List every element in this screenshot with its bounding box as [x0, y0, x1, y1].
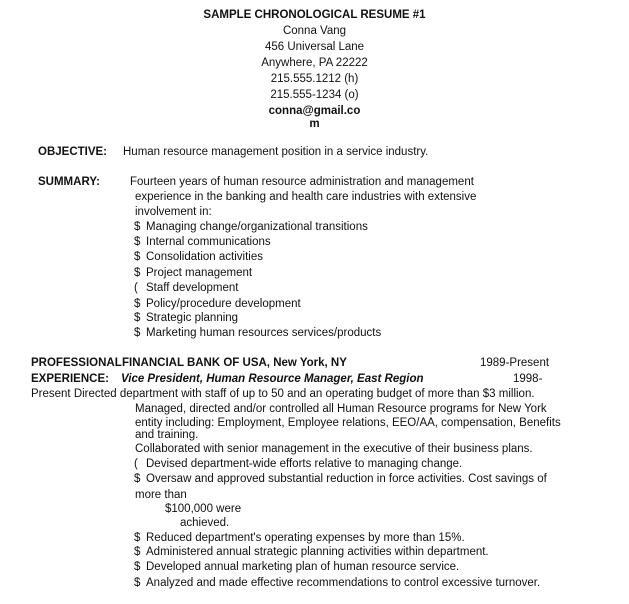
bullet-icon: $ — [134, 298, 141, 310]
oversaw-continuation-3: achieved. — [180, 517, 230, 529]
bullet-icon: $ — [134, 561, 141, 573]
bullet-icon: $ — [134, 473, 141, 485]
bullet-icon: $ — [134, 221, 141, 233]
experience-list-item: $ Reduced department's operating expenses by more than 15%. — [134, 532, 465, 544]
bullet-icon: $ — [134, 251, 141, 263]
summary-list-item: $ Marketing human resources services/products — [134, 327, 382, 339]
summary-intro-line-3: involvement in: — [135, 206, 212, 218]
employer-name: FINANCIAL BANK OF USA, New York, NY — [122, 357, 347, 369]
summary-list-item: $ Project management — [134, 267, 253, 279]
summary-list-item: $ Strategic planning — [134, 312, 239, 324]
summary-intro-line-2: experience in the banking and health care industries with extensive — [135, 191, 477, 203]
phone-office: 215.555-1234 (o) — [270, 89, 359, 101]
summary-list-item: $ Managing change/organizational transitions — [134, 221, 368, 233]
experience-label-line-2: EXPERIENCE: — [31, 373, 109, 385]
oversaw-continuation-2: $100,000 were — [165, 503, 242, 515]
experience-list-item: $ Developed annual marketing plan of human resource service. — [134, 561, 460, 573]
managed-line-2: entity including: Employment, Employee relations, EEO/AA, compensation, Benefits — [135, 417, 561, 429]
bullet-icon: $ — [134, 577, 141, 589]
experience-present-line: Present Directed department with staff of up to 50 and an operating budget of more than $3 million. — [31, 388, 535, 400]
summary-list-item: ( Staff development — [134, 282, 239, 294]
objective-text: Human resource management position in a service industry. — [123, 146, 429, 158]
bullet-icon: ( — [134, 458, 138, 470]
objective-label: OBJECTIVE: — [38, 146, 108, 158]
bullet-icon: $ — [134, 532, 141, 544]
candidate-name: Conna Vang — [282, 25, 347, 37]
experience-list-item: $ Analyzed and made effective recommendations to control excessive turnover. — [134, 577, 541, 589]
summary-list-item: $ Internal communications — [134, 236, 271, 248]
experience-list-item: $ Oversaw and approved substantial reduction in force activities. Cost savings of — [134, 473, 547, 485]
experience-label-line-1: PROFESSIONAL — [31, 357, 122, 369]
position-title: Vice President, Human Resource Manager, East Region — [121, 373, 424, 385]
experience-list-item: ( Devised department-wide efforts relative to managing change. — [134, 458, 463, 470]
bullet-icon: $ — [134, 267, 141, 279]
bullet-icon: $ — [134, 312, 141, 324]
summary-list-item: $ Consolidation activities — [134, 251, 263, 263]
address-line-2: Anywhere, PA 22222 — [261, 57, 368, 69]
bullet-icon: $ — [134, 327, 141, 339]
email-line-2: m — [309, 118, 320, 130]
address-line-1: 456 Universal Lane — [264, 41, 365, 53]
summary-label: SUMMARY: — [38, 176, 100, 188]
bullet-icon: $ — [134, 546, 141, 558]
summary-list-item: $ Policy/procedure development — [134, 298, 301, 310]
phone-home: 215.555.1212 (h) — [270, 73, 359, 85]
experience-list-item: $ Administered annual strategic planning activities within department. — [134, 546, 489, 558]
summary-intro-line-1: Fourteen years of human resource administration and management — [130, 176, 474, 188]
managed-line-1: Managed, directed and/or controlled all Human Resource programs for New York — [135, 403, 547, 415]
oversaw-continuation-1: more than — [135, 489, 187, 501]
position-dates: 1998- — [513, 373, 543, 385]
bullet-icon: $ — [134, 236, 141, 248]
employer-dates: 1989-Present — [480, 357, 550, 369]
managed-line-3: and training. — [135, 429, 199, 441]
email-line-1: conna@gmail.co — [268, 105, 361, 117]
bullet-icon: ( — [134, 282, 138, 294]
resume-title: SAMPLE CHRONOLOGICAL RESUME #1 — [203, 9, 426, 21]
collaborated-line: Collaborated with senior management in the executive of their business plans. — [135, 443, 533, 455]
